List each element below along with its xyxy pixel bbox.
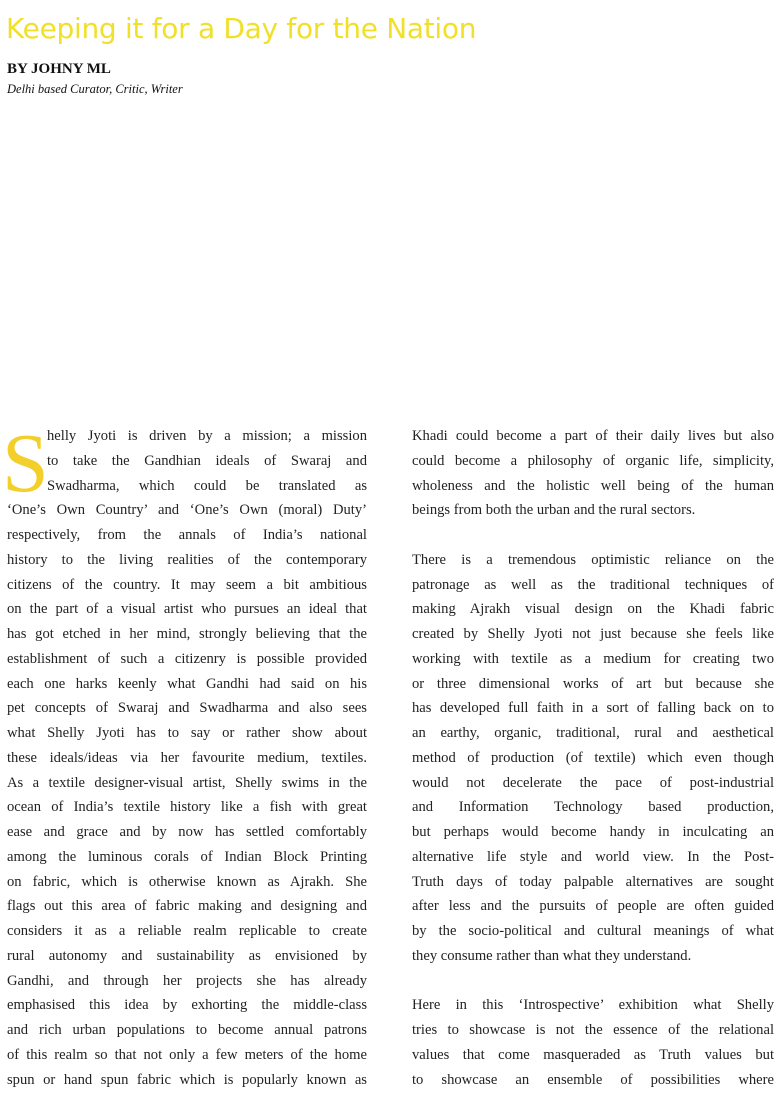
text-line: but perhaps would become handy in inculcating an: [412, 824, 774, 840]
text-line: ease and grace and by now has settled comfortably: [7, 824, 367, 840]
text-line: on fabric, which is otherwise known as Ajrakh. She: [7, 873, 367, 890]
text-line: to showcase an ensemble of possibilities where: [412, 1071, 774, 1088]
text-line: considers it as a reliable realm replicable to create: [7, 923, 367, 939]
text-line: working with textile as a medium for creating two: [412, 650, 774, 667]
text-line: to take the Gandhian ideals of Swaraj and: [47, 452, 367, 469]
paragraph-gap: [412, 523, 774, 548]
text-line: or three dimensional works of art but because she: [412, 675, 774, 692]
text-line: Swadharma, which could be translated as: [47, 477, 367, 494]
text-line: establishment of such a citizenry is possible provided: [7, 650, 367, 667]
text-line: spun or hand spun fabric which is popularly known as: [7, 1071, 367, 1088]
text-line: Gandhi, and through her projects she has already: [7, 972, 367, 989]
text-line: tries to showcase is not the essence of the relational: [412, 1022, 774, 1038]
text-line: on the part of a visual artist who pursues an ideal that: [7, 601, 367, 618]
drop-cap: S: [2, 417, 49, 510]
paragraph-gap: [412, 969, 774, 994]
text-line: of this realm so that not only a few meters of the home: [7, 1046, 367, 1063]
text-line: wholeness and the holistic well being of the human: [412, 477, 774, 494]
text-line: emphasised this idea by exhorting the middle-class: [7, 997, 367, 1014]
text-line: alternative life style and world view. In the Post-: [412, 848, 774, 865]
author-role: Delhi based Curator, Critic, Writer: [7, 82, 183, 96]
text-line: by the socio-political and cultural meanings of what: [412, 923, 774, 939]
text-line: has developed full faith in a sort of falling back on to: [412, 700, 774, 717]
text-line: flags out this area of fabric making and designing and: [7, 898, 367, 915]
text-line: has got etched in her mind, strongly believing that the: [7, 626, 367, 642]
text-line: making Ajrakh visual design on the Khadi fabric: [412, 601, 774, 618]
text-line: an earthy, organic, traditional, rural and aesthetical: [412, 725, 774, 741]
text-line: helly Jyoti is driven by a mission; a mission: [47, 428, 367, 444]
text-line: There is a tremendous optimistic reliance on the: [412, 551, 774, 568]
text-line: beings from both the urban and the rural sectors.: [412, 502, 696, 519]
text-line: and rich urban populations to become annual patrons: [7, 1022, 367, 1038]
text-line: Here in this ‘Introspective’ exhibition what Shelly: [412, 997, 774, 1014]
text-line: after less and the pursuits of people are often guided: [412, 898, 774, 915]
right-column: [412, 424, 774, 1092]
text-line: method of production (of textile) which even though: [412, 749, 774, 766]
text-line: patronage as well as the traditional techniques of: [412, 576, 774, 593]
text-line: what Shelly Jyoti has to say or rather show about: [7, 725, 367, 741]
text-line: Truth days of today palpable alternatives are sought: [412, 873, 774, 890]
text-line: Khadi could become a part of their daily lives but also: [412, 428, 774, 444]
text-line: citizens of the country. It may seem a bit ambitious: [7, 576, 367, 593]
text-line: they consume rather than what they understand.: [412, 947, 692, 964]
text-line: ‘One’s Own Country’ and ‘One’s Own (moral) Duty’: [7, 502, 367, 519]
article-title: Keeping it for a Day for the Nation: [6, 12, 477, 45]
text-line: pet concepts of Swaraj and Swadharma and also sees: [7, 700, 367, 717]
text-line: and Information Technology based production,: [412, 799, 774, 816]
left-column: [7, 424, 367, 1092]
text-line: values that come masqueraded as Truth values but: [412, 1046, 774, 1063]
text-line: history to the living realities of the contemporary: [7, 551, 367, 568]
text-line: among the luminous corals of Indian Block Printing: [7, 848, 367, 865]
text-line: each one harks keenly what Gandhi had said on his: [7, 675, 367, 692]
author-byline: BY JOHNY ML: [7, 61, 111, 77]
text-line: respectively, from the annals of India’s national: [7, 527, 367, 543]
text-line: would not decelerate the pace of post-industrial: [412, 774, 774, 791]
text-line: As a textile designer-visual artist, Shelly swims in the: [7, 774, 367, 791]
text-line: ocean of India’s textile history like a fish with great: [7, 799, 367, 816]
text-line: these ideals/ideas via her favourite medium, textiles.: [7, 749, 367, 766]
text-line: could become a philosophy of organic life, simplicity,: [412, 452, 774, 469]
text-line: rural autonomy and sustainability as envisioned by: [7, 947, 367, 964]
text-line: created by Shelly Jyoti not just because she feels like: [412, 626, 774, 642]
